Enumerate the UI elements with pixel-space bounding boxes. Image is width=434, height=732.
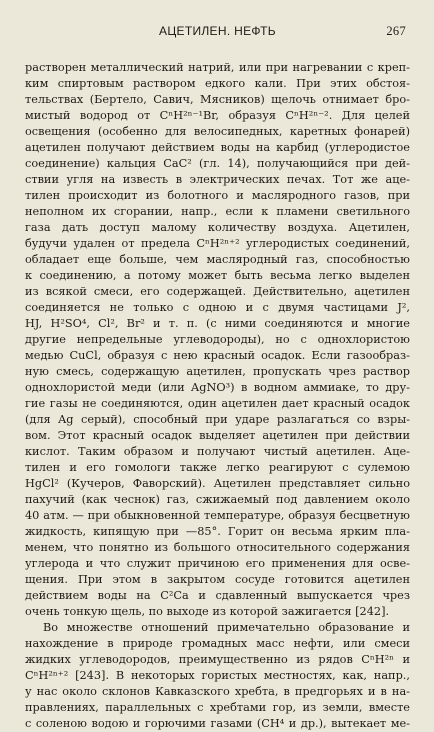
paragraph-first-line: Во множестве отношений примечательно образование и	[43, 621, 410, 634]
text-line: пахучий (как чеснок) газ, сжижаемый под давлением около	[25, 493, 410, 506]
text-line: тилен происходит из болотного и масляродного газов, при	[25, 189, 410, 202]
text-line: ствии угля на известь в электрических печах. Тот же аце-	[25, 173, 410, 186]
text-line: из всякой смеси, его содержащей. Действительно, ацетилен	[25, 285, 410, 298]
running-title: АЦЕТИЛЕН. НЕФТЬ	[159, 24, 276, 38]
text-line: обладает еще больше, чем масляродный газ, способностью	[25, 253, 410, 266]
text-line: жидких углеводородов, преимущественно из рядов CⁿH²ⁿ и	[25, 653, 410, 666]
text-line: ким спиртовым раствором едкого кали. При этих обстоя-	[25, 77, 410, 90]
text-line: щения. При этом в закрытом сосуде готовится ацетилен	[25, 573, 410, 586]
text-line: мистый водород от CⁿH²ⁿ⁻¹Br, образуя CⁿH²ⁿ⁻². Для целей	[25, 109, 410, 122]
text-line: CⁿH²ⁿ⁺² [243]. В некоторых гористых местностях, как, напр.,	[25, 669, 410, 682]
text-line: освещения (особенно для велосипедных, каретных фонарей)	[25, 125, 410, 138]
body-text	[25, 60, 410, 732]
text-line: с соленою водою и горючими газами (CH⁴ и др.), вытекает ме-	[25, 717, 410, 730]
text-line: действием воды на C²Ca и сдавленный выпускается чрез	[25, 589, 410, 602]
page-number: 267	[386, 24, 406, 38]
text-line: соединяется не только с одною и с двумя частицами J²,	[25, 301, 410, 314]
text-line: HJ, H²SO⁴, Cl², Br² и т. п. (с ними соединяются и многие	[25, 317, 410, 330]
text-line: ную смесь, содержащую ацетилен, пропускать чрез раствор	[25, 365, 410, 378]
running-header	[25, 22, 410, 44]
text-line: соединение) кальция CaC² (гл. 14), получающийся при дей-	[25, 157, 410, 170]
text-line: газа дать доступ малому количеству воздуха. Ацетилен,	[25, 221, 410, 234]
text-line: кислот. Таким образом и получают чистый ацетилен. Аце-	[25, 445, 410, 458]
text-line: (для Ag серый), способный при ударе разлагаться со взры-	[25, 413, 410, 426]
text-line: медью CuCl, образуя с нею красный осадок. Если газообраз-	[25, 349, 410, 362]
text-line: будучи удален от предела CⁿH²ⁿ⁺² углеродистых соединений,	[25, 237, 410, 250]
text-line: у нас около склонов Кавказского хребта, в предгорьях и в на-	[25, 685, 410, 698]
text-line: гие газы не соединяются, один ацетилен дает красный осадок	[25, 397, 410, 410]
text-line: правлениях, параллельных с хребтами гор, из земли, вместе	[25, 701, 410, 714]
text-line: жидкость, кипящую при —85°. Горит он весьма ярким пла-	[25, 525, 410, 538]
text-line: углерода и что служит причиною его применения для осве-	[25, 557, 410, 570]
text-line: тилен и его гомологи также легко реагируют с сулемою	[25, 461, 410, 474]
text-line: ацетилен получают действием воды на карбид (углеродистое	[25, 141, 410, 154]
text-line: нахождение в природе громадных масс нефти, или смеси	[25, 637, 410, 650]
text-line: вом. Этот красный осадок выделяет ацетилен при действии	[25, 429, 410, 442]
text-line: неполном их сгорании, напр., если к пламени светильного	[25, 205, 410, 218]
text-line: 40 атм. — при обыкновенной температуре, образуя бесцветную	[25, 509, 410, 522]
text-line: очень тонкую щель, по выходе из которой зажигается [242].	[25, 605, 390, 618]
text-line: однохлористой меди (или AgNO³) в водном аммиаке, то дру-	[25, 381, 410, 394]
text-line: другие непредельные углеводороды), но с однохлористою	[25, 333, 410, 346]
text-line: к соединению, а потому может быть весьма легко выделен	[25, 269, 410, 282]
text-line: HgCl² (Кучеров, Фаворский). Ацетилен представляет сильно	[25, 477, 410, 490]
text-line: менем, что понятно из большого относительного содержания	[25, 541, 410, 554]
text-line: тельствах (Бертело, Савич, Мясников) щелочь отнимает бро-	[25, 93, 410, 106]
text-line: растворен металлический натрий, или при нагревании с креп-	[25, 61, 410, 74]
